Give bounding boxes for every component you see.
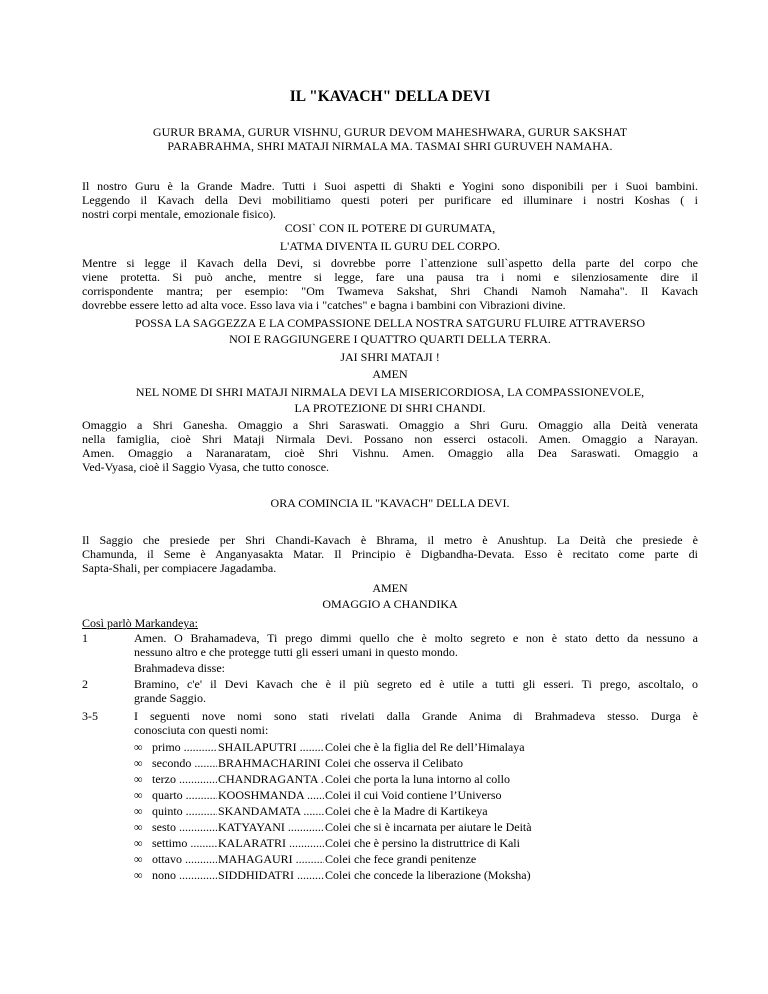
infinity-bullet-icon: ∞: [134, 756, 143, 770]
intro-paragraph-line: Il nostro Guru è la Grande Madre. Tutti i Suoi aspetti di Shakti e Yogini sono disponibili per i Suoi bambini.: [82, 179, 698, 193]
sage-paragraph-line: Chamunda, il Seme è Anganyasakta Matar. Il Principio è Digbandha-Devata. Esso è recitato come parte di: [82, 547, 698, 561]
devi-name: CHANDRAGANTA .....: [218, 772, 324, 786]
intro-paragraph-line: Leggendo il Kavach della Devi mobilitiamo questi poteri per purificare ed illuminare i nostri Koshas ( i: [82, 193, 698, 207]
infinity-bullet-icon: ∞: [134, 868, 143, 882]
name-ordinal: primo .....: [152, 740, 217, 754]
verse-line: conosciuta con questi nomi:: [134, 723, 269, 737]
infinity-bullet-icon: ∞: [134, 788, 143, 802]
omaggio-chandika-heading: OMAGGIO A CHANDIKA: [322, 597, 458, 611]
name-ordinal: terzo .....: [152, 772, 217, 786]
verse-number: 2: [82, 677, 88, 691]
infinity-bullet-icon: ∞: [134, 820, 143, 834]
invocation-line: PARABRAHMA, SHRI MATAJI NIRMALA MA. TASMAI SHRI GURUVEH NAMAHA.: [167, 139, 613, 153]
infinity-bullet-icon: ∞: [134, 852, 143, 866]
homage-paragraph-line: nella famiglia, cioè Shri Mataji Nirmala Devi. Possano non esserci ostacoli. Amen. Omaggio a Narayan.: [82, 432, 698, 446]
wisdom-line: POSSA LA SAGGEZZA E LA COMPASSIONE DELLA NOSTRA SATGURU FLUIRE ATTRAVERSO: [134, 316, 646, 330]
devi-name: KOOSHMANDA .....: [218, 788, 324, 802]
devi-name: SHAILAPUTRI .....: [218, 740, 324, 754]
amen-heading: AMEN: [372, 581, 408, 595]
devi-name: BRAHMACHARINI .....: [218, 756, 324, 770]
protection-line: LA PROTEZIONE DI SHRI CHANDI.: [294, 401, 486, 415]
devi-name: MAHAGAURI .....: [218, 852, 324, 866]
wisdom-line: NOI E RAGGIUNGERE I QUATTRO QUARTI DELLA TERRA.: [229, 332, 551, 346]
name-ordinal: secondo .....: [152, 756, 217, 770]
devi-name: SKANDAMATA .....: [218, 804, 324, 818]
name-ordinal: nono .....: [152, 868, 217, 882]
homage-paragraph-line: Omaggio a Shri Ganesha. Omaggio a Shri Saraswati. Omaggio a Shri Guru. Omaggio alla Deità venerata: [82, 418, 698, 432]
infinity-bullet-icon: ∞: [134, 740, 143, 754]
name-description: Colei che si è incarnata per aiutare le Deità: [325, 820, 532, 834]
gurumata-line: L'ATMA DIVENTA IL GURU DEL CORPO.: [279, 239, 501, 253]
devi-name: KALARATRI .....: [218, 836, 324, 850]
name-description: Colei che è persino la distruttrice di Kali: [325, 836, 520, 850]
name-ordinal: ottavo .....: [152, 852, 217, 866]
verse-number: 3-5: [82, 709, 98, 723]
reading-paragraph-line: dovrebbe essere letto ad alta voce. Esso lava via i "catches" e bagna i bambini con Vibrazioni divine.: [82, 298, 566, 312]
name-ordinal: quarto .....: [152, 788, 217, 802]
intro-paragraph-line: nostri corpi mentale, emozionale fisico).: [82, 207, 276, 221]
protection-line: NEL NOME DI SHRI MATAJI NIRMALA DEVI LA MISERICORDIOSA, LA COMPASSIONEVOLE,: [135, 385, 645, 399]
reading-paragraph-line: corrispondente mantra; per esempio: "Om Twameva Sakshat, Shri Chandi Namoh Namaha". Il Kavach: [82, 284, 698, 298]
verse-number: 1: [82, 631, 88, 645]
document-title: IL "KAVACH" DELLA DEVI: [289, 88, 491, 105]
name-description: Colei che porta la luna intorno al collo: [325, 772, 510, 786]
name-description: Colei che concede la liberazione (Moksha): [325, 868, 531, 882]
verse-line: Bramino, c'e' il Devi Kavach che è il più segreto ed è utile a tutti gli esseri. Ti prego, ascoltalo, o: [134, 677, 698, 691]
amen-heading: AMEN: [372, 367, 408, 381]
verse-line: grande Saggio.: [134, 691, 206, 705]
infinity-bullet-icon: ∞: [134, 772, 143, 786]
invocation-line: GURUR BRAMA, GURUR VISHNU, GURUR DEVOM MAHESHWARA, GURUR SAKSHAT: [152, 125, 628, 139]
name-description: Colei che è la figlia del Re dell’Himalaya: [325, 740, 525, 754]
infinity-bullet-icon: ∞: [134, 804, 143, 818]
name-description: Colei il cui Void contiene l’Universo: [325, 788, 502, 802]
jai-shri-mataji: JAI SHRI MATAJI !: [340, 350, 440, 364]
reading-paragraph-line: viene protetta. Si può anche, mentre si legge, fare una pausa tra i nomi e silenziosamente dire il: [82, 270, 698, 284]
sage-paragraph-line: Il Saggio che presiede per Shri Chandi-Kavach è Bhrama, il metro è Anushtup. La Deità che presiede è: [82, 533, 698, 547]
name-description: Colei che è la Madre di Kartikeya: [325, 804, 488, 818]
brahmadeva-said: Brahmadeva disse:: [134, 661, 225, 675]
homage-paragraph-line: Amen. Omaggio a Naranaratam, cioè Shri Vishnu. Amen. Omaggio alla Dea Saraswati. Omaggio a: [82, 446, 698, 460]
name-ordinal: quinto .....: [152, 804, 217, 818]
name-description: Colei che osserva il Celibato: [325, 756, 463, 770]
kavach-begins-heading: ORA COMINCIA IL "KAVACH" DELLA DEVI.: [270, 496, 510, 510]
markandeya-heading: Così parlò Markandeya:: [82, 616, 198, 630]
name-ordinal: settimo .....: [152, 836, 217, 850]
reading-paragraph-line: Mentre si legge il Kavach della Devi, si dovrebbe porre l`attenzione sull`aspetto della parte del corpo che: [82, 256, 698, 270]
verse-line: I seguenti nove nomi sono stati rivelati dalla Grande Anima di Brahmadeva stesso. Durga è: [134, 709, 698, 723]
name-ordinal: sesto .....: [152, 820, 217, 834]
homage-paragraph-line: Ved-Vyasa, cioè il Saggio Vyasa, che tutto conosce.: [82, 460, 330, 474]
verse-line: Amen. O Brahamadeva, Ti prego dimmi quello che è molto segreto e non è stato detto da nessuno a: [134, 631, 698, 645]
verse-line: nessuno altro e che protegge tutti gli esseri umani in questo mondo.: [134, 645, 458, 659]
name-description: Colei che fece grandi penitenze: [325, 852, 477, 866]
devi-name: SIDDHIDATRI .....: [218, 868, 324, 882]
gurumata-line: COSI` CON IL POTERE DI GURUMATA,: [284, 221, 496, 235]
devi-name: KATYAYANI .....: [218, 820, 324, 834]
infinity-bullet-icon: ∞: [134, 836, 143, 850]
sage-paragraph-line: Sapta-Shali, per compiacere Jagadamba.: [82, 561, 277, 575]
